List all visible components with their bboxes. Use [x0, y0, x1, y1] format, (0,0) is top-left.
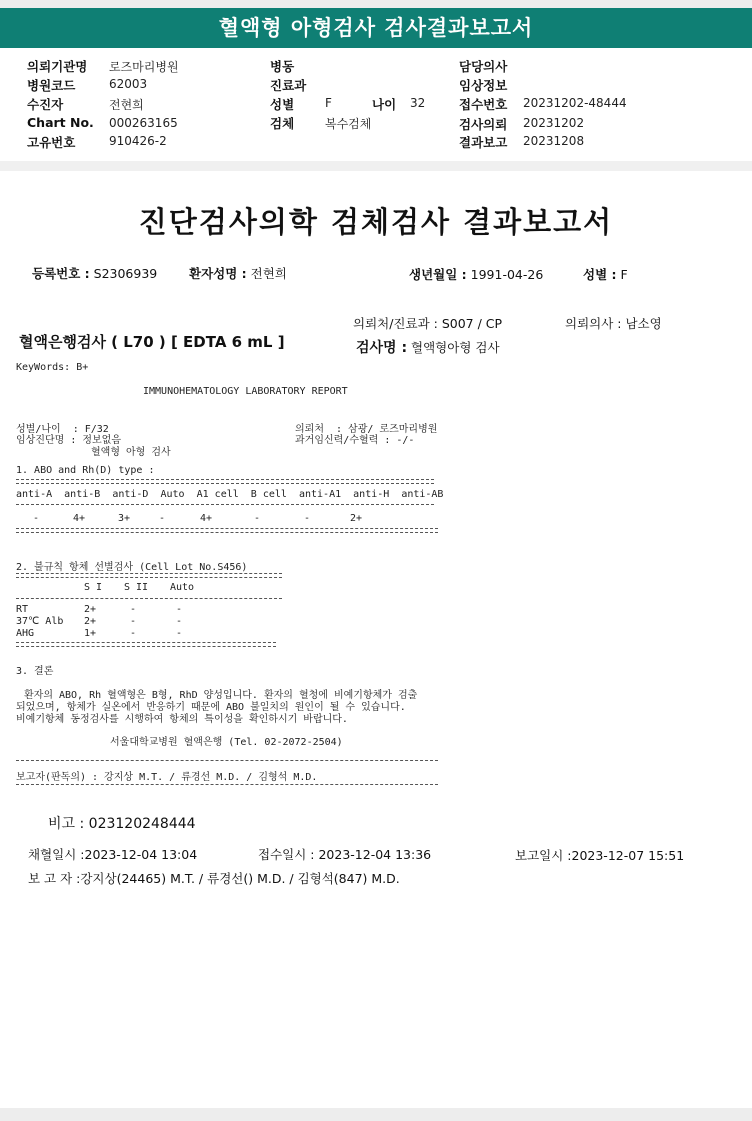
ab-cell: -: [176, 628, 183, 639]
section-2-title: 2. 불규칙 항체 선별검사 (Cell Lot No.S456): [16, 562, 248, 573]
reg-label: 등록번호 :: [32, 266, 90, 281]
ab-row-name: 37℃ Alb: [16, 616, 64, 627]
unique-label: 고유번호: [27, 135, 76, 150]
age-value: 32: [410, 96, 426, 110]
ab-row-name: AHG: [16, 628, 35, 639]
conclusion-line: 환자의 ABO, Rh 혈액형은 B형, RhD 양성입니다. 환자의 혈청에 비예기항체가 검출: [24, 690, 418, 701]
top-strip: [0, 0, 752, 8]
abo-value: 4+: [200, 513, 213, 524]
specimen-value: 복수검체: [325, 117, 372, 131]
exam-value: 혈액형아형 검사: [411, 340, 500, 355]
birth-date: [409, 265, 543, 283]
clinical-label: 임상정보: [459, 78, 508, 93]
blood-bank: 서울대학교병원 혈액은행 (Tel. 02-2072-2504): [110, 737, 343, 748]
code-value: 62003: [109, 77, 148, 91]
final-reporter: [28, 869, 400, 887]
note-label: 비고 :: [48, 816, 85, 832]
diagnosis-detail: 혈액형 아형 검사: [91, 447, 171, 458]
ab-cell: -: [176, 604, 183, 615]
ab-cell: -: [130, 628, 137, 639]
hospital-value: 로즈마리병원: [109, 60, 179, 74]
abo-value: 3+: [118, 513, 131, 524]
rule: [16, 784, 438, 785]
collect-time: [28, 845, 197, 863]
reporter-label: 보 고 자 :: [28, 871, 81, 886]
abo-value: -: [33, 513, 40, 524]
request-label: 검사의뢰: [459, 117, 508, 132]
report-header-title: 혈액형 아형검사 검사결과보고서: [0, 8, 752, 48]
dept-text: 의뢰처/진료과 : S007 / CP: [353, 316, 503, 331]
section-3-title: 3. 결론: [16, 666, 54, 677]
abo-value: -: [254, 513, 261, 524]
conclusion-line: 되었으며, 항체가 실온에서 반응하기 때문에 ABO 불일치의 원인이 될 수 있습니다.: [16, 702, 406, 713]
report-value: 20231208: [523, 134, 585, 148]
history: 과거임신력/수혈력 : -/-: [295, 435, 415, 446]
patient-name: [189, 264, 287, 282]
ab-header: Auto: [170, 582, 195, 593]
code-label: 병원코드: [27, 78, 76, 93]
reportdt-label: 보고일시 :: [515, 848, 572, 863]
doctor-label: 담당의사: [459, 59, 508, 74]
section-divider: [0, 161, 752, 171]
dob-label: 생년월일 :: [409, 267, 467, 282]
abo-value: 4+: [73, 513, 86, 524]
patient-label: 수진자: [27, 97, 64, 112]
collect-value: 2023-12-04 13:04: [84, 847, 198, 862]
diagnosis: 임상진단명 : 정보없음: [16, 435, 122, 446]
keywords: KeyWords: B+: [16, 362, 89, 373]
ab-row-name: RT: [16, 604, 29, 615]
rule: [16, 598, 282, 599]
reg-number: [32, 264, 157, 282]
ab-cell: 1+: [84, 628, 97, 639]
sex-label: 성별: [270, 97, 295, 112]
unique-value: 910426-2: [109, 134, 167, 148]
sex-value: F: [325, 96, 332, 110]
abo-value: -: [304, 513, 311, 524]
double-rule: [16, 573, 282, 578]
ab-cell: -: [176, 616, 183, 627]
rule: [16, 760, 438, 761]
dept-label: 진료과: [270, 78, 307, 93]
bottom-strip: [0, 1108, 752, 1121]
collect-label: 채혈일시 :: [28, 847, 85, 862]
ab-cell: -: [130, 616, 137, 627]
dob-value: 1991-04-26: [470, 267, 544, 282]
receive-time: [258, 845, 431, 863]
double-rule: [16, 528, 438, 533]
rule: [16, 504, 434, 505]
reportdt-value: 2023-12-07 15:51: [571, 848, 685, 863]
age-label: 나이: [372, 97, 397, 112]
note: [48, 813, 196, 833]
receipt-value: 20231202-48444: [523, 96, 627, 110]
name-value: 전현희: [250, 266, 287, 281]
ab-cell: -: [130, 604, 137, 615]
chart-value: 000263165: [109, 116, 178, 130]
section-1-title: 1. ABO and Rh(D) type :: [16, 465, 155, 476]
ab-header: S I: [84, 582, 103, 593]
receipt-label: 접수번호: [459, 97, 508, 112]
receive-label: 접수일시 :: [258, 847, 315, 862]
double-rule: [16, 642, 276, 647]
patient-sex: [583, 265, 628, 283]
abo-value: -: [159, 513, 166, 524]
report-time: [515, 846, 684, 864]
double-rule: [16, 479, 434, 484]
test-group: 혈액은행검사 ( L70 ) [ EDTA 6 mL ]: [19, 333, 285, 351]
ab-cell: 2+: [84, 604, 97, 615]
note-value: 023120248444: [88, 816, 196, 832]
specimen-label: 검체: [270, 116, 295, 131]
ward-label: 병동: [270, 59, 295, 74]
conclusion-line: 비예기항체 동정검사를 시행하여 항체의 특이성을 확인하시기 바랍니다.: [16, 714, 348, 725]
psex-value: F: [620, 267, 628, 282]
receive-value: 2023-12-04 13:36: [318, 847, 432, 862]
reporters: 보고자(판독의) : 강지상 M.T. / 류경선 M.D. / 김형석 M.D.: [16, 772, 318, 783]
sex-age: 성별/나이 : F/32: [16, 424, 109, 435]
ab-header: S II: [124, 582, 149, 593]
lab-title: IMMUNOHEMATOLOGY LABORATORY REPORT: [143, 386, 348, 397]
abo-value: 2+: [350, 513, 363, 524]
patient-value: 전현희: [109, 98, 144, 112]
psex-label: 성별 :: [583, 267, 617, 282]
doctor-text: 의뢰의사 : 남소영: [565, 316, 662, 331]
abo-header: anti-A anti-B anti-D Auto A1 cell B cell anti-A1 anti-H anti-AB: [16, 489, 444, 500]
ab-cell: 2+: [84, 616, 97, 627]
exam-label: 검사명 :: [356, 340, 408, 356]
chart-label: Chart No.: [27, 115, 94, 130]
name-label: 환자성명 :: [189, 266, 247, 281]
reg-value: S2306939: [93, 266, 158, 281]
report-label: 결과보고: [459, 135, 508, 150]
reporter-value: 강지상(24465) M.T. / 류경선() M.D. / 김형석(847) M.D.: [80, 871, 400, 886]
request-place: 의뢰처 : 삼광/ 로즈마리병원: [295, 424, 438, 435]
document-title: 진단검사의학 검체검사 결과보고서: [138, 205, 614, 239]
request-value: 20231202: [523, 116, 585, 130]
exam-name: [356, 337, 500, 357]
hospital-label: 의뢰기관명: [27, 59, 88, 74]
